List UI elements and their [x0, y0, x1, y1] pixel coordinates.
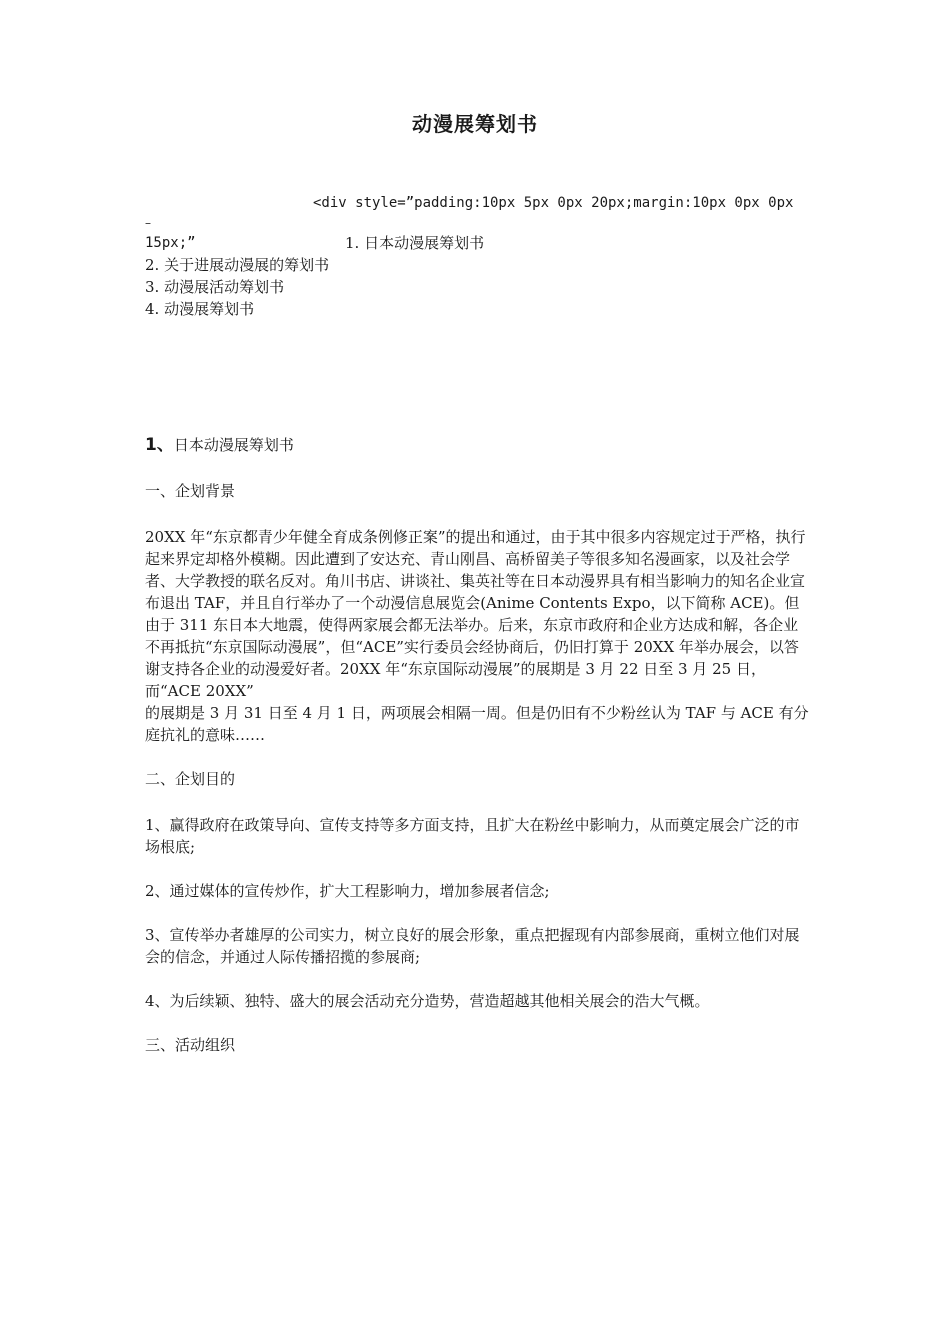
background-text-b: 的展期是 3 月 31 日至 4 月 1 日，两项展会相隔一周。但是仍旧有不少粉丝认为 TAF 与 ACE 有分庭抗礼的意味……: [145, 704, 809, 744]
purpose-item-3: 3、宣传举办者雄厚的公司实力，树立良好的展会形象，重点把握现有内部参展商，重树立他们对展会的信念，并通过人际传播招揽的参展商;: [145, 926, 800, 966]
table-of-contents: [145, 192, 835, 320]
purpose-item-2: 2、通过媒体的宣传炒作，扩大工程影响力，增加参展者信念;: [145, 882, 550, 900]
toc-item-4[interactable]: 4. 动漫展筹划书: [145, 300, 255, 318]
background-heading: 一、企划背景: [145, 482, 236, 500]
organization-heading: 三、活动组织: [145, 1036, 236, 1054]
background-paragraph: [145, 526, 810, 746]
document-title: 动漫展筹划书: [412, 112, 538, 136]
stray-dash: –: [145, 216, 151, 230]
section-1: [145, 434, 810, 1080]
purpose-item-1: 1、赢得政府在政策导向、宣传支持等多方面支持，且扩大在粉丝中影响力，从而奠定展会广泛的市场根底;: [145, 816, 800, 856]
purpose-item-4: 4、为后续颖、独特、盛大的展会活动充分造势，营造超越其他相关展会的浩大气概。: [145, 992, 710, 1010]
toc-item-3[interactable]: 3. 动漫展活动筹划书: [145, 278, 285, 296]
stray-markup-text: <div style=”padding:10px 5px 0px 20px;margin:10px 0px 0px: [313, 195, 794, 211]
purpose-heading: 二、企划目的: [145, 770, 236, 788]
section-1-heading: [145, 434, 810, 456]
toc-item-1[interactable]: 1. 日本动漫展筹划书: [345, 234, 485, 252]
toc-item-2[interactable]: 2. 关于进展动漫展的筹划书: [145, 256, 330, 274]
section-1-title: 日本动漫展筹划书: [173, 436, 294, 454]
stray-markup-tail: 15px;”: [145, 235, 196, 251]
toc-first-row: [145, 232, 835, 254]
section-1-number: 1、: [145, 435, 174, 455]
background-text-a: 20XX 年“东京都青少年健全育成条例修正案”的提出和通过，由于其中很多内容规定过于严格，执行起来界定却格外模糊。因此遭到了安达充、青山刚昌、高桥留美子等很多知名漫画家，以及社会学者、大学教授的联名反对。角川书店、讲谈社、集英社等在日本动漫界具有相当影响力的知名企业宣布退出 TAF，并且自行举办了一个动漫信息展览会(Anime Contents Expo，以下简称 ACE)。但由于 311 东日本大地震，使得两家展会都无法举办。后来，东京市政府和企业方达成和解，各企业不再抵抗“东京国际动漫展”，但“ACE”实行委员会经协商后，仍旧打算于 20XX 年举办展会，以答谢支持各企业的动漫爱好者。20XX 年“东京国际动漫展”的展期是 3 月 22 日至 3 月 25 日，而“ACE 20XX”: [145, 528, 806, 700]
